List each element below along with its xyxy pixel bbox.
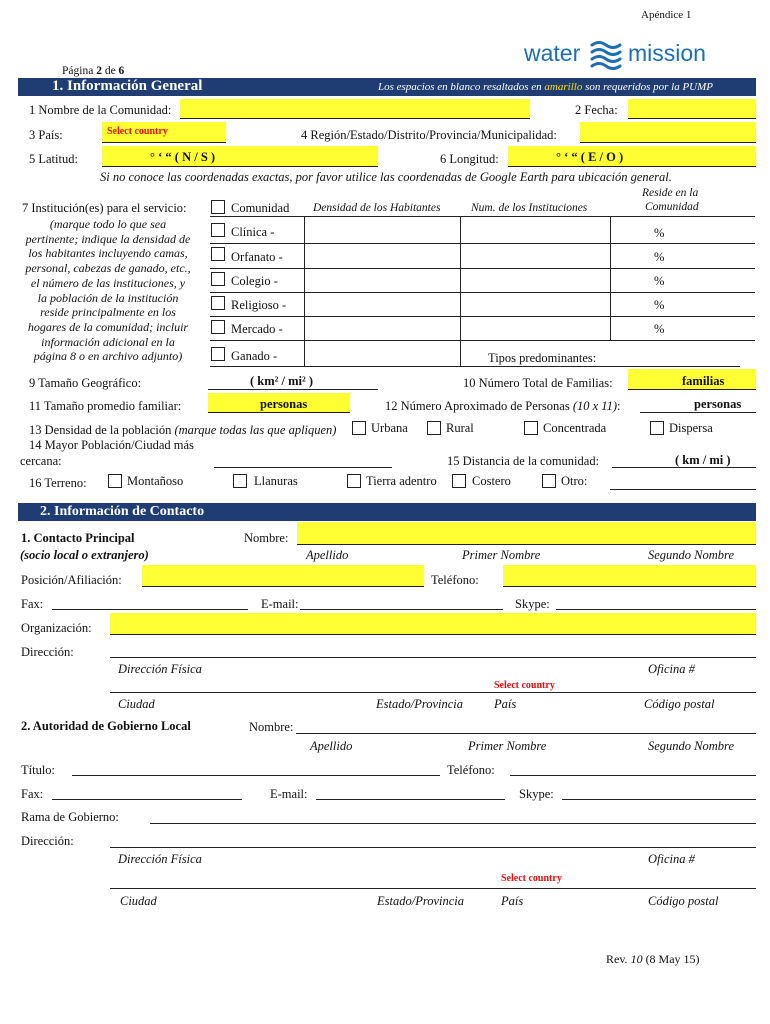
logo-word-mission: mission [628, 40, 706, 66]
checkbox-llanuras[interactable] [233, 474, 247, 488]
col-reside-1: Reside en la [642, 187, 699, 199]
label-organization: Organización: [21, 621, 92, 635]
inst-label: Orfanato - [231, 250, 283, 264]
address-part-label: Estado/Provincia [376, 697, 464, 711]
density-option: Dispersa [669, 421, 713, 435]
address-part-label: País [494, 697, 517, 711]
terrain-option: Llanuras [254, 474, 298, 488]
page-indicator: Página 2 de 6 [62, 65, 125, 77]
name-part-label: Primer Nombre [462, 548, 541, 562]
address-part-label: Código postal [644, 697, 715, 711]
gov-title-field[interactable] [72, 775, 440, 776]
gov-phone-field[interactable] [510, 775, 756, 776]
label-email: E-mail: [261, 597, 299, 611]
label-skype: Skype: [519, 787, 554, 801]
gov-fax-field[interactable] [52, 799, 242, 800]
address-part-label: Código postal [648, 894, 719, 908]
terrain-option: Otro: [561, 474, 588, 488]
label-total-families: 10 Número Total de Familias: [463, 376, 613, 390]
organization-field[interactable] [110, 613, 756, 634]
gov-city-state-field[interactable] [110, 888, 756, 889]
label-latitude: 5 Latitud: [29, 152, 78, 166]
city-state-field[interactable] [110, 692, 756, 693]
checkbox-mercado[interactable] [211, 320, 225, 334]
phone-field[interactable] [503, 565, 756, 586]
wave-logo-icon [588, 38, 624, 70]
name-part-label: Segundo Nombre [648, 739, 734, 753]
label-longitude: 6 Longitud: [440, 152, 499, 166]
inst-label: Colegio - [231, 274, 278, 288]
community-name-field[interactable] [180, 99, 530, 118]
longitude-format: ° ‘ “ ( E / O ) [556, 150, 624, 164]
email-field[interactable] [300, 609, 503, 610]
terrain-other-field[interactable] [610, 489, 756, 490]
latitude-format: ° ‘ “ ( N / S ) [150, 150, 216, 164]
section-1-header [18, 78, 756, 96]
checkbox-comunidad[interactable] [211, 200, 225, 214]
checkbox-dispersa[interactable] [650, 421, 664, 435]
address-part-label: Dirección Física [118, 662, 202, 676]
label-name: Nombre: [249, 720, 294, 734]
label-phone: Teléfono: [447, 763, 495, 777]
geo-size-field[interactable] [208, 389, 378, 390]
primary-contact-subtitle: (socio local o extranjero) [20, 548, 149, 562]
families-unit: familias [682, 374, 725, 388]
label-approx-people: 12 Número Aproximado de Personas (10 x 11): [385, 399, 621, 413]
country-select-value[interactable]: Select country [501, 873, 562, 884]
checkbox-otro[interactable] [542, 474, 556, 488]
name-part-label: Apellido [306, 548, 349, 562]
address-field[interactable] [110, 657, 756, 658]
label-distance: 15 Distancia de la comunidad: [447, 454, 600, 468]
pct-mark: % [654, 274, 665, 288]
institutions-instructions: (marque todo lo que sea pertinente; indique la densidad de los habitantes incluyendo camas, personal, cabezas de ganado, etc., el número de las instituciones, y la población de la institución reside principalmente en los hogares de la comunidad; incluir información adicional en la página 8 o en archivo adjunto) [25, 217, 191, 364]
density-option: Urbana [371, 421, 408, 435]
section-2-header [18, 503, 756, 521]
checkbox-religioso[interactable] [211, 296, 225, 310]
latitude-field[interactable] [102, 146, 378, 166]
label-title: Título: [21, 763, 56, 777]
label-country: 3 País: [29, 128, 63, 142]
revision-label: Rev. 10 (8 May 15) [606, 952, 700, 966]
gov-name-field[interactable] [296, 733, 756, 734]
address-part-label: Oficina # [648, 662, 695, 676]
appendix-label: Apéndice 1 [641, 9, 692, 21]
predominant-types-label: Tipos predominantes: [488, 351, 597, 365]
pct-mark: % [654, 226, 665, 240]
density-option: Concentrada [543, 421, 607, 435]
people-unit: personas [694, 397, 742, 411]
checkbox-tierra-adentro[interactable] [347, 474, 361, 488]
nearest-city-field[interactable] [214, 467, 392, 468]
country-select-value: Select country [107, 126, 168, 137]
approx-people-field[interactable] [640, 412, 756, 413]
address-part-label: País [501, 894, 524, 908]
checkbox-orfanato[interactable] [211, 247, 225, 261]
name-part-label: Primer Nombre [468, 739, 547, 753]
checkbox-ganado[interactable] [211, 347, 225, 361]
coordinates-note: Si no conoce las coordenadas exactas, por favor utilice las coordenadas de Google Earth para ubicación general. [100, 170, 672, 184]
inst-label: Comunidad [231, 201, 290, 215]
required-note: Los espacios en blanco resaltados en amarillo son requeridos por la PUMP [378, 81, 713, 93]
label-government-branch: Rama de Gobierno: [21, 810, 119, 824]
inst-label: Ganado - [231, 349, 278, 363]
label-density: 13 Densidad de la población (marque todas las que apliquen) [29, 423, 337, 437]
government-branch-field[interactable] [150, 823, 756, 824]
label-geo-size: 9 Tamaño Geográfico: [29, 376, 142, 390]
checkbox-montanoso[interactable] [108, 474, 122, 488]
position-field[interactable] [142, 565, 424, 586]
distance-unit: ( km / mi ) [675, 453, 731, 467]
gov-address-field[interactable] [110, 847, 756, 848]
checkbox-concentrada[interactable] [524, 421, 538, 435]
geo-size-unit: ( km² / mi² ) [250, 374, 314, 388]
address-part-label: Estado/Provincia [377, 894, 465, 908]
terrain-option: Montañoso [127, 474, 184, 488]
checkbox-rural[interactable] [427, 421, 441, 435]
section-2-title: 2. Información de Contacto [40, 504, 205, 519]
label-nearest-city-2: cercana: [20, 454, 62, 468]
section-1-title: 1. Información General [52, 78, 203, 94]
name-part-label: Segundo Nombre [648, 548, 734, 562]
label-position: Posición/Afiliación: [21, 573, 122, 587]
address-part-label: Oficina # [648, 852, 695, 866]
fax-field[interactable] [52, 609, 248, 610]
col-reside-2: Comunidad [645, 201, 699, 213]
skype-field[interactable] [556, 609, 756, 610]
pct-mark: % [654, 298, 665, 312]
address-part-label: Ciudad [120, 894, 157, 908]
label-email: E-mail: [270, 787, 308, 801]
label-terrain: 16 Terreno: [29, 476, 87, 490]
label-phone: Teléfono: [431, 573, 479, 587]
label-fax: Fax: [21, 597, 44, 611]
date-field[interactable] [628, 99, 756, 118]
label-fax: Fax: [21, 787, 44, 801]
checkbox-costero[interactable] [452, 474, 466, 488]
terrain-option: Costero [472, 474, 511, 488]
label-address: Dirección: [21, 834, 74, 848]
label-institutions: 7 Institución(es) para el servicio: [22, 201, 187, 215]
pct-mark: % [654, 250, 665, 264]
label-family-size: 11 Tamaño promedio familiar: [29, 399, 182, 413]
gov-email-field[interactable] [316, 799, 505, 800]
inst-label: Clínica - [231, 225, 275, 239]
label-skype: Skype: [515, 597, 550, 611]
pct-mark: % [654, 322, 665, 336]
address-part-label: Ciudad [118, 697, 155, 711]
name-part-label: Apellido [310, 739, 353, 753]
label-address: Dirección: [21, 645, 74, 659]
col-density: Densidad de los Habitantes [313, 202, 441, 214]
checkbox-clinica[interactable] [211, 223, 225, 237]
region-field[interactable] [580, 122, 756, 142]
logo-word-water: water [524, 40, 581, 66]
local-government-title: 2. Autoridad de Gobierno Local [21, 719, 191, 733]
address-part-label: Dirección Física [118, 852, 202, 866]
checkbox-urbana[interactable] [352, 421, 366, 435]
label-region: 4 Región/Estado/Distrito/Provincia/Municipalidad: [301, 128, 557, 142]
longitude-field[interactable] [508, 146, 756, 166]
gov-skype-field[interactable] [562, 799, 756, 800]
label-date: 2 Fecha: [575, 103, 618, 117]
density-option: Rural [446, 421, 474, 435]
primary-contact-name-field[interactable] [297, 522, 756, 544]
inst-label: Religioso - [231, 298, 287, 312]
label-community-name: 1 Nombre de la Comunidad: [29, 103, 172, 117]
terrain-option: Tierra adentro [366, 474, 437, 488]
inst-label: Mercado - [231, 322, 283, 336]
family-size-unit: personas [260, 397, 308, 411]
country-select-value[interactable]: Select country [494, 680, 555, 691]
col-num-institutions: Num. de los Instituciones [471, 202, 588, 214]
label-nearest-city-1: 14 Mayor Población/Ciudad más [29, 438, 194, 452]
label-name: Nombre: [244, 531, 289, 545]
checkbox-colegio[interactable] [211, 272, 225, 286]
primary-contact-title: 1. Contacto Principal [21, 531, 135, 545]
